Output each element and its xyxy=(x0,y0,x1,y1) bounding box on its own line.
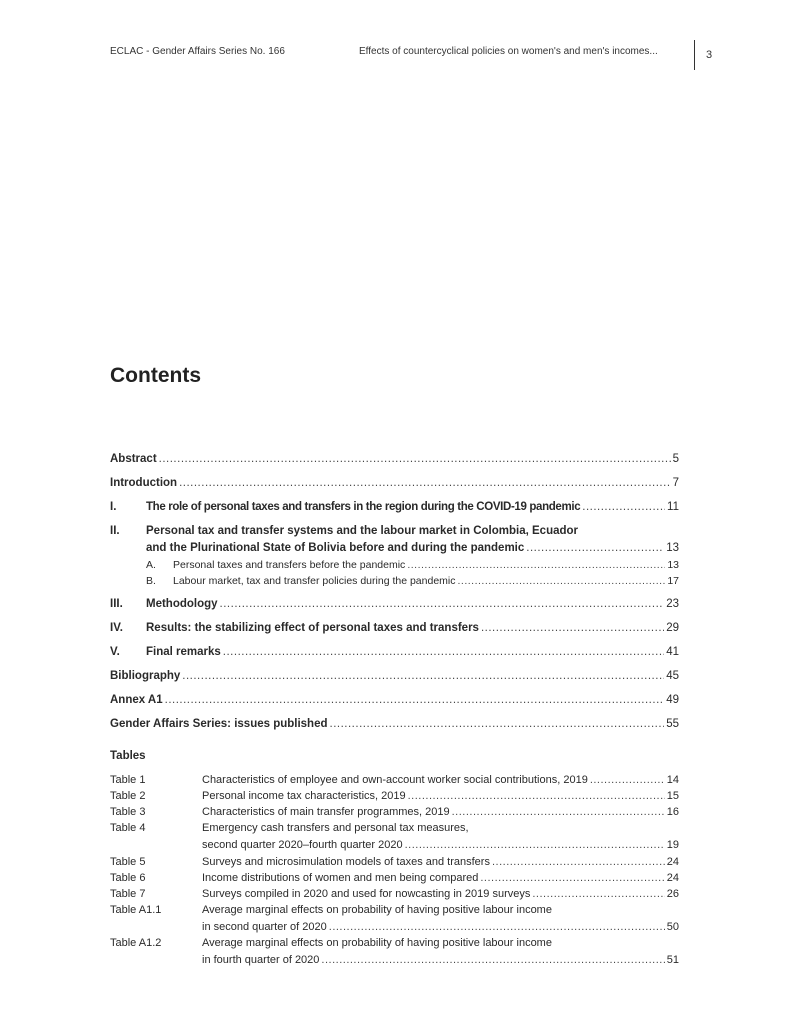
table-page: 50 xyxy=(666,921,679,933)
table-id: Table 7 xyxy=(110,888,146,900)
table-label: in second quarter of 2020 xyxy=(202,921,327,933)
dot-leader xyxy=(526,541,664,555)
table-id: Table 4 xyxy=(110,822,146,834)
dot-leader xyxy=(452,805,665,819)
table-id: Table A1.2 xyxy=(110,937,162,949)
toc-page: 11 xyxy=(667,501,679,513)
dot-leader xyxy=(408,789,665,803)
table-entry-4-cont[interactable] xyxy=(202,838,679,852)
toc-label: Methodology xyxy=(146,598,218,610)
table-label: Characteristics of employee and own-account worker social contributions, 2019 xyxy=(202,774,588,786)
page-number: 3 xyxy=(706,49,713,61)
dot-leader xyxy=(220,597,665,611)
toc-entry-chapter-3[interactable] xyxy=(110,597,679,611)
dot-leader xyxy=(179,476,671,490)
table-entry-5[interactable] xyxy=(110,855,679,869)
table-page: 24 xyxy=(666,872,679,884)
table-page: 16 xyxy=(666,806,679,818)
dot-leader xyxy=(458,574,666,588)
dot-leader xyxy=(159,452,671,466)
toc-page: 7 xyxy=(672,477,679,489)
toc-page: 45 xyxy=(666,670,679,682)
table-id: Table 6 xyxy=(110,872,146,884)
dot-leader xyxy=(329,920,665,934)
toc-label: Abstract xyxy=(110,453,157,465)
toc-label: Personal tax and transfer systems and the labour market in Colombia, Ecuador xyxy=(146,525,579,537)
table-entry-4[interactable] xyxy=(110,821,469,835)
toc-entry-chapter-1[interactable] xyxy=(110,500,679,514)
table-label: Surveys and microsimulation models of taxes and transfers xyxy=(202,856,490,868)
tables-heading: Tables xyxy=(110,750,146,762)
table-label: Average marginal effects on probability of having positive labour income xyxy=(202,937,552,949)
chapter-number: III. xyxy=(110,598,123,610)
table-label: second quarter 2020–fourth quarter 2020 xyxy=(202,839,403,851)
section-letter: B. xyxy=(146,575,156,587)
table-entry-a1-1[interactable] xyxy=(110,903,552,917)
table-label: Income distributions of women and men being compared xyxy=(202,872,479,884)
toc-label: The role of personal taxes and transfers in the region during the COVID-19 pandemic xyxy=(146,501,581,513)
dot-leader xyxy=(223,645,664,659)
toc-label: Personal taxes and transfers before the pandemic xyxy=(173,559,406,571)
toc-page: 41 xyxy=(666,646,679,658)
table-entry-a1-2[interactable] xyxy=(110,936,552,950)
table-entry-a1-1-cont[interactable] xyxy=(202,920,679,934)
toc-entry-chapter-2-cont[interactable] xyxy=(146,541,679,555)
table-id: Table 5 xyxy=(110,856,146,868)
table-page: 26 xyxy=(666,888,679,900)
toc-label: Annex A1 xyxy=(110,694,163,706)
toc-entry-series[interactable] xyxy=(110,717,679,731)
table-label: Emergency cash transfers and personal tax measures, xyxy=(202,822,469,834)
toc-label: and the Plurinational State of Bolivia before and during the pandemic xyxy=(146,542,525,554)
toc-entry-abstract[interactable] xyxy=(110,452,679,466)
toc-label: Bibliography xyxy=(110,670,181,682)
dot-leader xyxy=(165,693,665,707)
table-entry-1[interactable] xyxy=(110,773,679,787)
table-label: Surveys compiled in 2020 and used for nowcasting in 2019 surveys xyxy=(202,888,531,900)
table-label: Characteristics of main transfer programmes, 2019 xyxy=(202,806,450,818)
toc-entry-introduction[interactable] xyxy=(110,476,679,490)
toc-label: Labour market, tax and transfer policies during the pandemic xyxy=(173,575,456,587)
toc-entry-chapter-5[interactable] xyxy=(110,645,679,659)
chapter-number: I. xyxy=(110,501,117,513)
toc-entry-bibliography[interactable] xyxy=(110,669,679,683)
table-entry-3[interactable] xyxy=(110,805,679,819)
toc-label: Introduction xyxy=(110,477,178,489)
header-divider xyxy=(694,40,695,70)
table-page: 51 xyxy=(666,954,679,966)
table-page: 15 xyxy=(666,790,679,802)
section-letter: A. xyxy=(146,559,156,571)
toc-entry-section-2b[interactable] xyxy=(146,574,679,588)
toc-page: 13 xyxy=(667,559,679,571)
table-page: 24 xyxy=(666,856,679,868)
toc-label: Final remarks xyxy=(146,646,221,658)
toc-page: 13 xyxy=(666,542,679,554)
table-id: Table 3 xyxy=(110,806,146,818)
table-page: 14 xyxy=(666,774,679,786)
dot-leader xyxy=(590,773,665,787)
table-label: in fourth quarter of 2020 xyxy=(202,954,320,966)
dot-leader xyxy=(330,717,665,731)
table-entry-7[interactable] xyxy=(110,887,679,901)
table-entry-6[interactable] xyxy=(110,871,679,885)
toc-page: 17 xyxy=(667,575,679,587)
toc-entry-chapter-4[interactable] xyxy=(110,621,679,635)
toc-page: 49 xyxy=(666,694,679,706)
chapter-number: II. xyxy=(110,525,120,537)
chapter-number: IV. xyxy=(110,622,124,634)
table-label: Personal income tax characteristics, 2019 xyxy=(202,790,406,802)
toc-label: Results: the stabilizing effect of personal taxes and transfers xyxy=(146,622,479,634)
table-label: Average marginal effects on probability of having positive labour income xyxy=(202,904,552,916)
toc-page: 55 xyxy=(666,718,679,730)
dot-leader xyxy=(532,887,664,901)
table-id: Table 2 xyxy=(110,790,146,802)
running-header-title: Effects of countercyclical policies on women's and men's incomes... xyxy=(359,46,658,57)
toc-entry-chapter-2[interactable] xyxy=(110,524,578,538)
dot-leader xyxy=(407,558,665,572)
toc-label: Gender Affairs Series: issues published xyxy=(110,718,328,730)
toc-page: 29 xyxy=(666,622,679,634)
toc-entry-section-2a[interactable] xyxy=(146,558,679,572)
running-header-series: ECLAC - Gender Affairs Series No. 166 xyxy=(110,46,285,57)
table-entry-a1-2-cont[interactable] xyxy=(202,953,679,967)
toc-page: 5 xyxy=(672,453,679,465)
dot-leader xyxy=(405,838,665,852)
toc-entry-annex[interactable] xyxy=(110,693,679,707)
table-entry-2[interactable] xyxy=(110,789,679,803)
dot-leader xyxy=(321,953,664,967)
dot-leader xyxy=(481,621,664,635)
chapter-number: V. xyxy=(110,646,120,658)
table-id: Table A1.1 xyxy=(110,904,162,916)
dot-leader xyxy=(480,871,664,885)
dot-leader xyxy=(582,500,665,514)
toc-page: 23 xyxy=(666,598,679,610)
dot-leader xyxy=(492,855,665,869)
dot-leader xyxy=(182,669,664,683)
table-id: Table 1 xyxy=(110,774,146,786)
page-title: Contents xyxy=(110,364,201,387)
table-page: 19 xyxy=(666,839,679,851)
